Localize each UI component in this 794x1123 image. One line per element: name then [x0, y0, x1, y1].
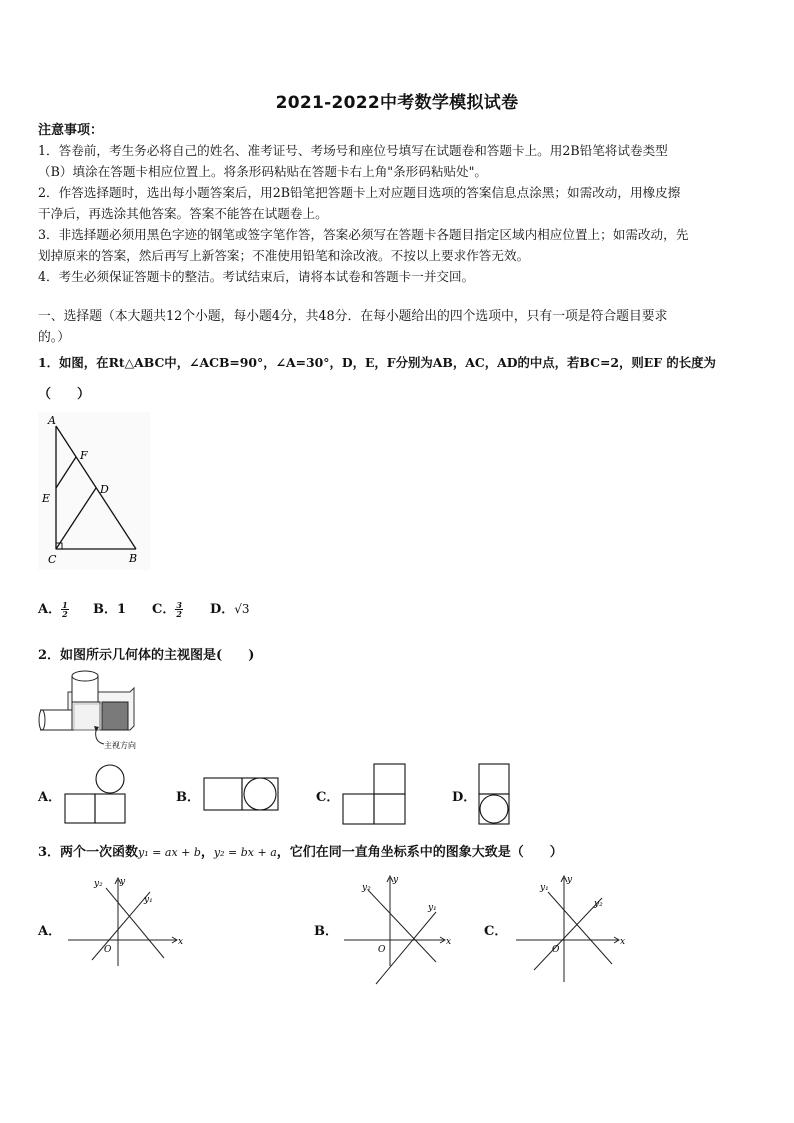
notice-line: 3．非选择题必须用黑色字迹的钢笔或签字笔作答，答案必须写在答题卡各题目指定区域内相应位置上；如需改动，先 — [38, 227, 689, 242]
x-axis-label: x — [446, 937, 452, 947]
question-2-text: 2．如图所示几何体的主视图是( ) — [38, 648, 255, 663]
origin-label: O — [104, 945, 112, 955]
x-axis-label: x — [178, 937, 184, 947]
q3-option-b-graph — [340, 870, 460, 990]
q2-option-a[interactable]: A． — [38, 790, 62, 805]
label-e: E — [42, 492, 51, 505]
section-heading-cont: 的。） — [38, 330, 70, 345]
label-a: A — [48, 414, 56, 427]
label-f: F — [80, 449, 88, 462]
formula-y1: y₁ = ax + b — [138, 846, 201, 859]
notice-line: 干净后，再选涂其他答案。答案不能答在试题卷上。 — [38, 206, 328, 221]
origin-label: O — [378, 945, 386, 955]
y-axis-label: y — [567, 875, 573, 885]
notice-line: 划掉原来的答案，然后再写上新答案；不准使用铅笔和涂改液。不按以上要求作答无效。 — [38, 248, 530, 263]
label-b: B — [129, 552, 138, 565]
question-1-text: 1．如图，在Rt△ABC中，∠ACB=90°，∠A=30°，D，E，F分别为AB，AC，AD的中点，若BC=2，则EF 的长度为 — [38, 355, 716, 370]
question-3-text: 3．两个一次函数y₁ = ax + b，y₂ = bx + a，它们在同一直角坐标系中的图象大致是（ ） — [38, 845, 563, 860]
q2-option-b[interactable]: B． — [176, 790, 200, 805]
q1-triangle-figure — [38, 412, 150, 570]
view-direction-label: 主视方向 — [104, 741, 136, 750]
notice-line: （B）填涂在答题卡相应位置上。将条形码粘贴在答题卡右上角"条形码粘贴处"。 — [38, 164, 488, 179]
line-y2-label: y₂ — [594, 899, 603, 909]
q1-option-a[interactable]: A． $\frac{1}{2}$ — [38, 600, 68, 619]
notice-line: 2．作答选择题时，选出每小题答案后，用2B铅笔把答题卡上对应题目选项的答案信息点涂黑；如需改动，用橡皮擦 — [38, 185, 681, 200]
q3-option-c[interactable]: C． — [484, 924, 508, 939]
section-heading: 一、选择题（本大题共12个小题，每小题4分，共48分．在每小题给出的四个选项中，只有一项是符合题目要求 — [38, 309, 668, 324]
q1-option-b[interactable]: B．1 — [93, 602, 127, 617]
q2-option-d[interactable]: D． — [452, 790, 477, 805]
formula-y2: y₂ = bx + a — [213, 846, 277, 859]
q2-option-c[interactable]: C． — [316, 790, 340, 805]
q3-option-b[interactable]: B． — [314, 924, 338, 939]
fraction-one-half: $\frac{1}{2}$ — [62, 600, 68, 619]
notice-line: 4．考生必须保证答题卡的整洁。考试结束后，请将本试卷和答题卡一并交回。 — [38, 269, 475, 284]
question-1-blank: （ ） — [38, 387, 91, 402]
q2-option-c-shape — [340, 762, 408, 826]
line-y2-label: y₂ — [362, 883, 371, 893]
y-axis-label: y — [393, 875, 399, 885]
q2-option-d-shape — [477, 762, 511, 826]
line-y1-label: y₁ — [144, 895, 153, 905]
q1-option-d[interactable]: D．√3 — [210, 602, 250, 617]
page-title: 2021-2022中考数学模拟试卷 — [275, 93, 519, 113]
q3-option-a-graph — [64, 870, 184, 968]
label-d: D — [100, 483, 109, 496]
notice-line: 1．答卷前，考生务必将自己的姓名、准考证号、考场号和座位号填写在试题卷和答题卡上。用2B铅笔将试卷类型 — [38, 143, 668, 158]
x-axis-label: x — [620, 937, 626, 947]
y-axis-label: y — [120, 877, 126, 887]
q3-option-a[interactable]: A． — [38, 924, 62, 939]
notice-heading: 注意事项： — [38, 123, 104, 138]
q1-option-c[interactable]: C． $\frac{3}{2}$ — [152, 600, 182, 619]
line-y1-label: y₁ — [428, 903, 437, 913]
q2-option-b-shape — [202, 776, 280, 812]
fraction-three-halves: $\frac{3}{2}$ — [176, 600, 182, 619]
q3-option-c-graph — [512, 870, 632, 990]
q2-option-a-shape — [62, 764, 128, 826]
line-y1-label: y₁ — [540, 883, 549, 893]
line-y2-label: y₂ — [94, 879, 103, 889]
q2-solid-figure — [38, 668, 140, 752]
label-c: C — [48, 553, 57, 566]
origin-label: O — [552, 945, 560, 955]
